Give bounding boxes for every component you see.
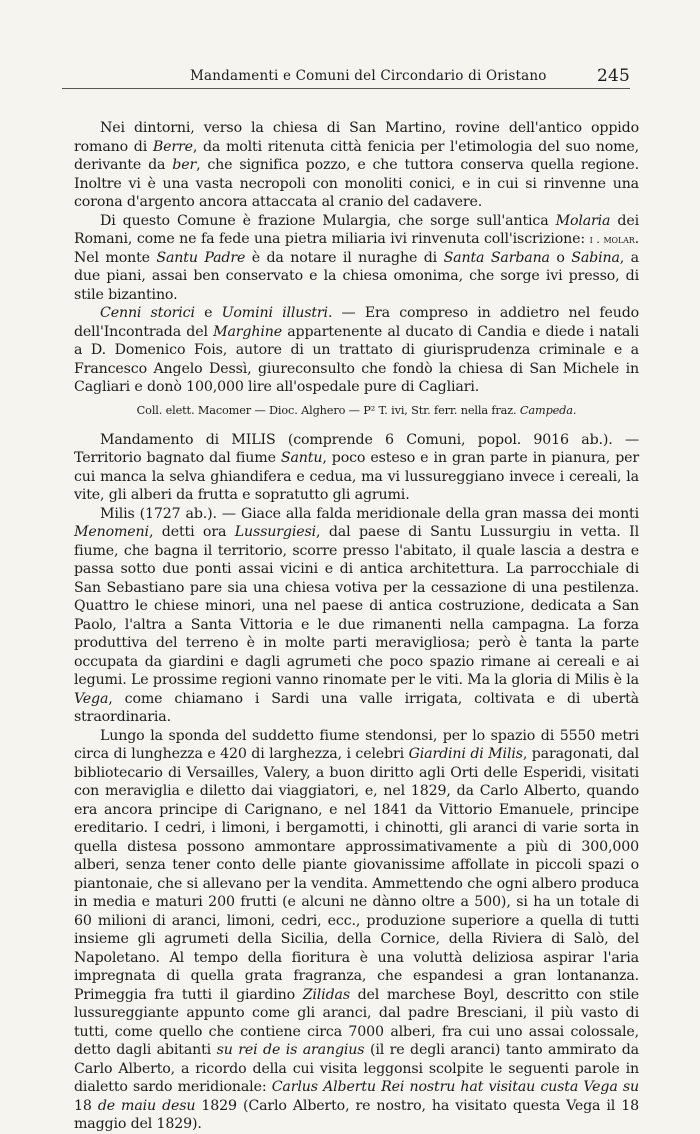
paragraph-dintorni: Nei dintorni, verso la chiesa di San Martino, rovine dell'antico oppido romano di Berre, da molti ritenuta città fenicia per l'etimologia del suo nome, derivante da ber, che significa pozzo, e che tuttora conserva quella regione. Inoltre vi è una vasta necropoli con monoliti conici, e in cui si rinvenne una corona d'argento ancora attaccata al cranio del cadavere.: [74, 120, 639, 210]
electoral-note: Coll. elett. Macomer — Dioc. Alghero — P² T. ivi, Str. ferr. nella fraz. Campeda.: [136, 403, 577, 417]
paragraph-cenni-storici: Cenni storici e Uomini illustri. — Era compreso in addietro nel feudo dell'Incontrada del Marghine appartenente al ducato di Candia e diede i natali a D. Domenico Fois, autore di un trattato di giurisprudenza criminale e a Francesco Angelo Dessì, giureconsulto che fondò la chiesa di San Michele in Cagliari e donò 100,000 lire all'ospedale pure di Cagliari.: [74, 305, 640, 395]
paragraph-giardini: Lungo la sponda del suddetto fiume stendonsi, per lo spazio di 5550 metri circa di lunghezza e 420 di larghezza, i celebri Giardini di Milis, paragonati, dal bibliotecario di Versailles, Valery, a buon diritto agli Orti delle Esperidi, visitati con meraviglia e diletto dai viaggiatori, e, nel 1829, da Carlo Alberto, quando era ancora principe di Carignano, e nel 1841 da Vittorio Emanuele, principe ereditario. I cedri, i limoni, i bergamotti, i chinotti, gli aranci di varie sorta in quella distesa possono ammontare approssimativamente a più di 300,000 alberi, senza tener conto delle piante giovanissime affollate in piccoli spazi o piantonaie, che si allevano per la vendita. Ammettendo che ogni albero produca in media e maturi 200 frutti (e alcuni ne dànno oltre a 500), si ha un totale di 60 milioni di aranci, limoni, cedri, ecc., produzione superiore a quella di tutti insieme gli agrumeti della Sicilia, della Cornice, della Riviera di Salò, del Napoletano. Al tempo della fioritura è una voluttà deliziosa aspirar l'aria impregnata di quella grata fragranza, che espandesi a gran lontananza. Primeggia fra tutti il giardino Zilidas del marchese Boyl, descritto con stile lussureggiante appunto come gli aranci, dal padre Bresciani, il più vasto di tutti, come quello che contiene circa 7000 alberi, fra cui uno assai colossale, detto dagli abitanti su rei de is arangius (il re degli aranci) tanto ammirato da Carlo Alberto, a ricordo della cui visita leggonsi scolpite le seguenti parole in dialetto sardo meridionale: Carlus Albertu Rei nostru hat visitau custa Vega su 18 de maiu desu 1829 (Carlo Alberto, re nostro, ha visitato questa Vega il 18 maggio del 1829).: [74, 727, 640, 1132]
paragraph-milis: Milis (1727 ab.). — Giace alla falda meridionale della gran massa dei monti Menomeni, detti ora Lussurgiesi, dal paese di Santu Lussurgiu in vetta. Il fiume, che bagna il territorio, scorre presso l'abitato, il quale lascia a destra e passa sotto due ponti assai vicini e di antica architettura. La parrocchiale di San Sebastiano pare sia una chiesa votiva per la cessazione di una pestilenza. Quattro le chiese minori, una nel paese di antica costruzione, dedicata a San Paolo, l'altra a Santa Vittoria e le due rimanenti nella campagna. La forza produttiva del terreno è in molte parti meravigliosa; però è tanta la parte occupata da giardini e dagli agrumeti che poco spazio rimane ai cereali e ai legumi. Le prossime regioni vanno rinomate per le viti. Ma la gloria di Milis è la Vega, come chiamano i Sardi una valle irrigata, coltivata e di ubertà straordinaria.: [74, 505, 639, 725]
running-title: Mandamenti e Comuni del Circondario di Oristano: [190, 68, 547, 84]
paragraph-mulargia: Di questo Comune è frazione Mulargia, che sorge sull'antica Molaria dei Romani, come ne fa fede una pietra miliaria ivi rinvenuta coll'iscrizione: i . molar. Nel monte Santu Padre è da notare il nuraghe di Santa Sarbana o Sabina, a due piani, assai ben conservato e la chiesa omonima, che sorge ivi presso, di stile bizantino.: [74, 212, 640, 303]
paragraph-mandamento-milis: Mandamento di MILIS (comprende 6 Comuni, popol. 9016 ab.). — Territorio bagnato dal fiume Santu, poco esteso e in gran parte in pianura, per cui manca la selva ghiandifera e cedua, ma vi lussureggiano invece i cereali, la vite, gli alberi da frutta e sopratutto gli agrumi.: [74, 431, 640, 503]
page-number: 245: [596, 66, 630, 86]
page-body: [74, 119, 639, 1134]
running-header: [62, 66, 630, 89]
